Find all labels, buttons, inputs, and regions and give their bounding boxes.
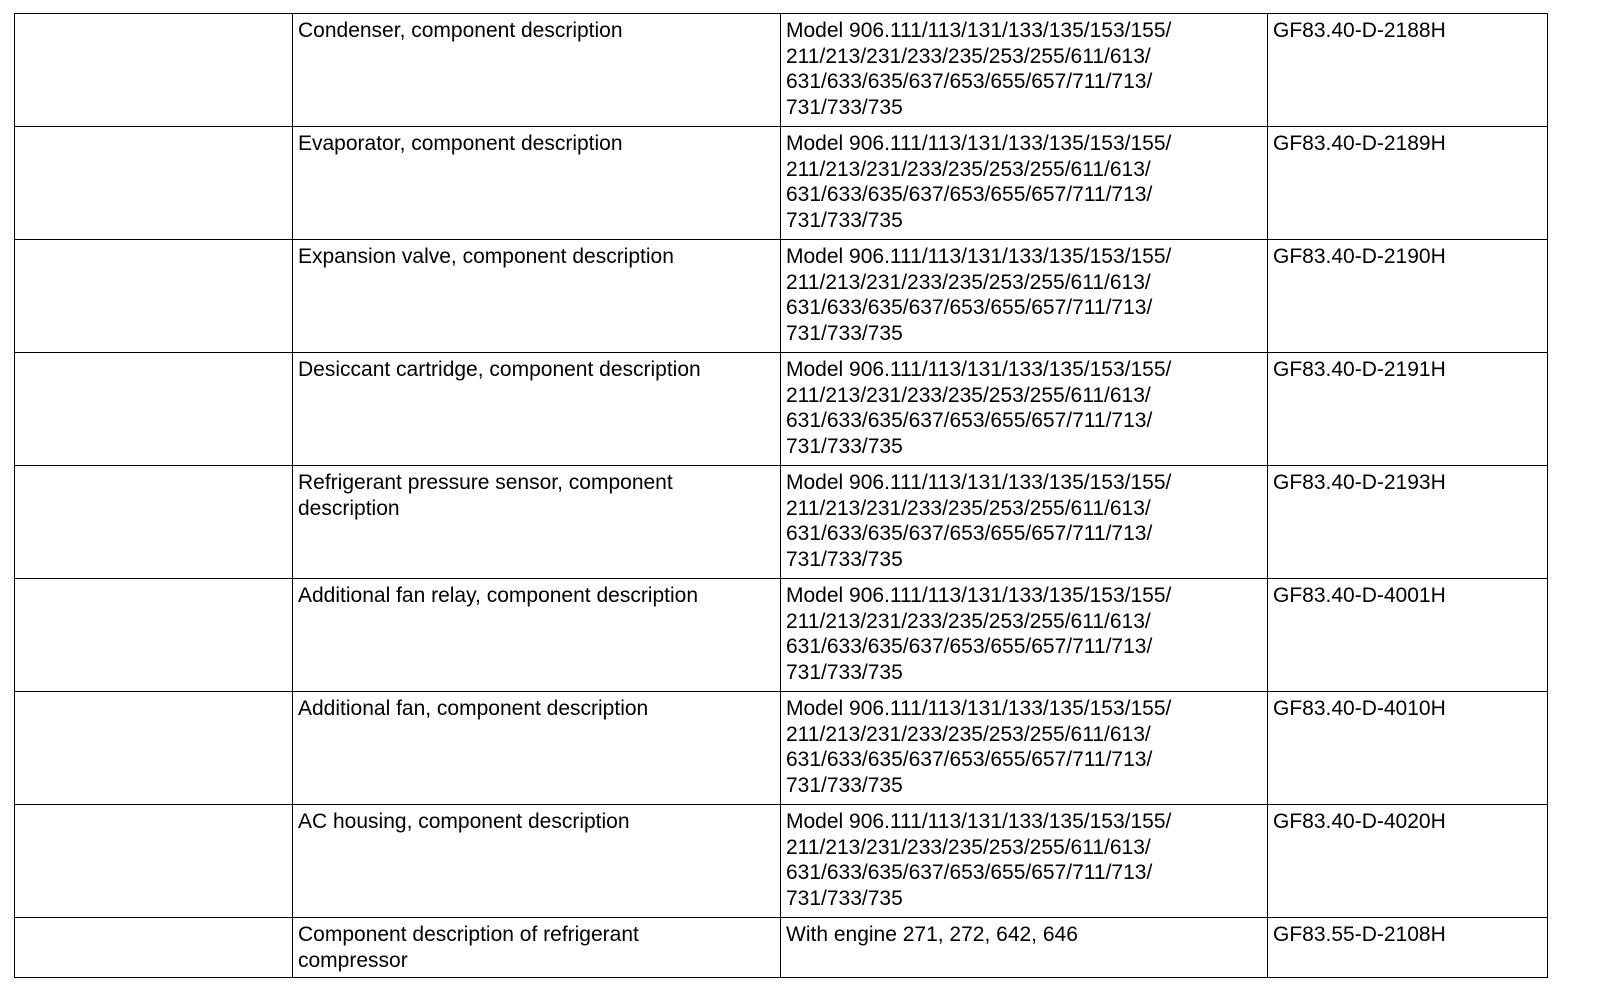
component-title: Expansion valve, component description [293, 240, 781, 353]
empty-cell [15, 466, 293, 579]
empty-cell [15, 127, 293, 240]
document-number: GF83.40-D-2190H [1268, 240, 1548, 353]
component-title: Desiccant cartridge, component description [293, 353, 781, 466]
model-applicability: Model 906.111/113/131/133/135/153/155/ 211/213/231/233/235/253/255/611/613/ 631/633/635/637/653/655/657/711/713/ 731/733/735 [781, 14, 1268, 127]
document-number: GF83.40-D-4020H [1268, 805, 1548, 918]
component-title: AC housing, component description [293, 805, 781, 918]
empty-cell [15, 14, 293, 127]
model-applicability: Model 906.111/113/131/133/135/153/155/ 211/213/231/233/235/253/255/611/613/ 631/633/635/637/653/655/657/711/713/ 731/733/735 [781, 692, 1268, 805]
model-applicability: Model 906.111/113/131/133/135/153/155/ 211/213/231/233/235/253/255/611/613/ 631/633/635/637/653/655/657/711/713/ 731/733/735 [781, 579, 1268, 692]
table-row [15, 14, 1548, 127]
empty-cell [15, 353, 293, 466]
table-row [15, 127, 1548, 240]
component-title: Additional fan, component description [293, 692, 781, 805]
table-row [15, 466, 1548, 579]
table-row [15, 240, 1548, 353]
document-number: GF83.40-D-2189H [1268, 127, 1548, 240]
model-applicability: Model 906.111/113/131/133/135/153/155/ 211/213/231/233/235/253/255/611/613/ 631/633/635/637/653/655/657/711/713/ 731/733/735 [781, 353, 1268, 466]
document-number: GF83.40-D-2191H [1268, 353, 1548, 466]
document-number: GF83.40-D-2188H [1268, 14, 1548, 127]
model-applicability: Model 906.111/113/131/133/135/153/155/ 211/213/231/233/235/253/255/611/613/ 631/633/635/637/653/655/657/711/713/ 731/733/735 [781, 805, 1268, 918]
empty-cell [15, 918, 293, 978]
model-applicability: Model 906.111/113/131/133/135/153/155/ 211/213/231/233/235/253/255/611/613/ 631/633/635/637/653/655/657/711/713/ 731/733/735 [781, 466, 1268, 579]
model-applicability: Model 906.111/113/131/133/135/153/155/ 211/213/231/233/235/253/255/611/613/ 631/633/635/637/653/655/657/711/713/ 731/733/735 [781, 127, 1268, 240]
component-title: Refrigerant pressure sensor, component description [293, 466, 781, 579]
table-row [15, 692, 1548, 805]
component-title: Additional fan relay, component description [293, 579, 781, 692]
document-number: GF83.40-D-4010H [1268, 692, 1548, 805]
document-number: GF83.40-D-2193H [1268, 466, 1548, 579]
empty-cell [15, 805, 293, 918]
table-row [15, 353, 1548, 466]
table-row [15, 579, 1548, 692]
model-applicability: Model 906.111/113/131/133/135/153/155/ 211/213/231/233/235/253/255/611/613/ 631/633/635/637/653/655/657/711/713/ 731/733/735 [781, 240, 1268, 353]
component-title: Evaporator, component description [293, 127, 781, 240]
empty-cell [15, 240, 293, 353]
empty-cell [15, 579, 293, 692]
model-applicability: With engine 271, 272, 642, 646 [781, 918, 1268, 978]
component-title: Component description of refrigerant compressor [293, 918, 781, 978]
component-title: Condenser, component description [293, 14, 781, 127]
document-number: GF83.40-D-4001H [1268, 579, 1548, 692]
component-description-table [14, 13, 1548, 978]
table-row [15, 805, 1548, 918]
empty-cell [15, 692, 293, 805]
document-number: GF83.55-D-2108H [1268, 918, 1548, 978]
table-row [15, 918, 1548, 978]
